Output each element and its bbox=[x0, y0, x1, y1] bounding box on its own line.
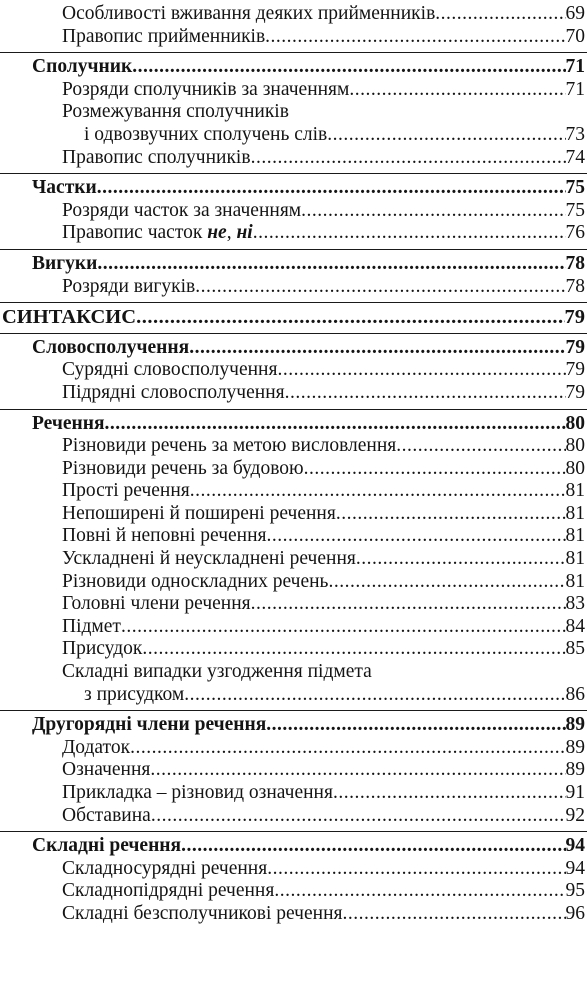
toc-entry bbox=[62, 222, 587, 245]
toc-entry bbox=[62, 503, 587, 526]
toc-entry bbox=[62, 593, 587, 616]
entry-title: Правопис сполучників bbox=[62, 146, 251, 168]
page-number: 80 bbox=[565, 457, 585, 479]
toc-section-heading bbox=[32, 337, 587, 360]
page-number: 73 bbox=[565, 123, 585, 145]
toc-entry bbox=[62, 359, 587, 382]
toc-group bbox=[0, 3, 587, 52]
page-number: 79 bbox=[565, 336, 585, 358]
page-number: 89 bbox=[565, 714, 585, 736]
toc-entry bbox=[62, 782, 587, 805]
dot-leader bbox=[277, 359, 565, 382]
dot-leader bbox=[151, 805, 566, 828]
particle-ni: ні bbox=[236, 222, 253, 244]
dot-leader bbox=[121, 616, 566, 639]
entry-title: Розряди часток за значенням bbox=[62, 199, 302, 221]
entry-title: Різновиди односкладних речень bbox=[62, 570, 329, 592]
toc-entry bbox=[62, 759, 587, 782]
dot-leader bbox=[356, 548, 566, 571]
entry-title: Складні безсполучникові речення bbox=[62, 902, 343, 924]
page-number: 71 bbox=[565, 56, 585, 78]
dot-leader bbox=[285, 382, 566, 405]
toc-group bbox=[0, 52, 587, 173]
toc-section-heading bbox=[32, 714, 587, 737]
dot-leader bbox=[328, 571, 565, 594]
page-number: 95 bbox=[565, 880, 585, 902]
toc-group bbox=[0, 333, 587, 409]
dot-leader bbox=[136, 306, 564, 329]
page-number: 74 bbox=[565, 146, 585, 168]
page-number: 70 bbox=[565, 25, 585, 47]
page-number: 94 bbox=[565, 835, 585, 857]
dot-leader bbox=[97, 253, 565, 276]
toc-section-heading bbox=[32, 413, 587, 436]
toc-entry bbox=[62, 3, 587, 26]
entry-title bbox=[62, 222, 253, 245]
entry-title: Різновиди речень за метою висловлення bbox=[62, 435, 397, 457]
toc-group bbox=[0, 173, 587, 249]
dot-leader bbox=[435, 3, 565, 26]
dot-leader bbox=[265, 26, 565, 49]
toc-entry-second-line bbox=[84, 124, 587, 147]
page-number: 75 bbox=[565, 177, 585, 199]
toc-entry bbox=[62, 805, 587, 828]
toc-section-heading bbox=[32, 177, 587, 200]
page-number: 89 bbox=[565, 759, 585, 781]
dot-leader bbox=[105, 413, 566, 436]
entry-title: Означення bbox=[62, 759, 151, 781]
dot-leader bbox=[396, 435, 565, 458]
toc-group bbox=[0, 302, 587, 333]
dot-leader bbox=[304, 458, 566, 481]
toc-entry-second-line bbox=[84, 684, 587, 707]
entry-title: Складні випадки узгодження підмета bbox=[62, 661, 372, 683]
toc-section-heading bbox=[32, 835, 587, 858]
page-number: 79 bbox=[565, 381, 585, 403]
entry-title: Прості речення bbox=[62, 480, 190, 502]
entry-title: Ускладнені й неускладнені речення bbox=[62, 548, 356, 570]
toc-entry bbox=[62, 458, 587, 481]
entry-title: Речення bbox=[32, 412, 105, 434]
entry-title: Непоширені й поширені речення bbox=[62, 502, 336, 524]
page-number: 89 bbox=[565, 736, 585, 758]
dot-leader bbox=[274, 880, 565, 903]
toc-entry-first-line bbox=[62, 101, 587, 124]
entry-title: і одвозвучних сполучень слів bbox=[84, 123, 328, 145]
dot-leader bbox=[349, 79, 565, 102]
entry-title: Повні й неповні речення bbox=[62, 525, 267, 547]
page-number: 84 bbox=[565, 615, 585, 637]
toc-entry bbox=[62, 382, 587, 405]
toc-group bbox=[0, 710, 587, 831]
toc-entry bbox=[62, 858, 587, 881]
toc-entry bbox=[62, 276, 587, 299]
page-number: 83 bbox=[565, 593, 585, 615]
toc-entry bbox=[62, 147, 587, 170]
page-number: 92 bbox=[565, 804, 585, 826]
toc-group bbox=[0, 249, 587, 302]
toc-entry bbox=[62, 525, 587, 548]
page-number: 96 bbox=[565, 902, 585, 924]
entry-title: Розряди вигуків bbox=[62, 275, 196, 297]
page-number: 79 bbox=[565, 359, 585, 381]
dot-leader bbox=[97, 177, 566, 200]
entry-title: Складні речення bbox=[32, 835, 182, 857]
entry-title: Складносурядні речення bbox=[62, 857, 268, 879]
dot-leader bbox=[327, 124, 565, 147]
dot-leader bbox=[130, 737, 565, 760]
page-number: 81 bbox=[565, 502, 585, 524]
page-number: 78 bbox=[565, 252, 585, 274]
toc-entry bbox=[62, 880, 587, 903]
page-number: 91 bbox=[565, 782, 585, 803]
entry-title: Сполучник bbox=[32, 56, 133, 78]
entry-title: Вигуки bbox=[32, 252, 98, 274]
dot-leader bbox=[342, 903, 565, 926]
dot-leader bbox=[189, 337, 565, 360]
toc-entry bbox=[62, 638, 587, 661]
entry-title: Частки bbox=[32, 177, 97, 199]
entry-title: Різновиди речень за будовою bbox=[62, 457, 304, 479]
toc-entry bbox=[62, 616, 587, 639]
page-number: 75 bbox=[565, 199, 585, 221]
entry-title: СИНТАКСИС bbox=[2, 306, 137, 329]
page-number: 85 bbox=[565, 638, 585, 660]
dot-leader bbox=[267, 858, 565, 881]
separator: , bbox=[226, 222, 237, 244]
toc-group bbox=[0, 831, 587, 929]
entry-title: Розмежування сполучників bbox=[62, 101, 289, 123]
toc-group bbox=[0, 409, 587, 711]
toc-entry bbox=[62, 571, 587, 594]
toc-entry bbox=[62, 737, 587, 760]
page-number: 81 bbox=[565, 525, 585, 547]
dot-leader bbox=[333, 782, 566, 805]
page-number: 81 bbox=[565, 548, 585, 570]
toc-part-heading bbox=[2, 306, 587, 329]
page-number: 69 bbox=[565, 3, 585, 24]
entry-title: Словосполучення bbox=[32, 336, 190, 358]
dot-leader bbox=[336, 503, 566, 526]
page-number: 81 bbox=[565, 570, 585, 592]
entry-title: Присудок bbox=[62, 638, 143, 660]
entry-title: з присудком bbox=[84, 683, 185, 705]
toc-entry bbox=[62, 79, 587, 102]
entry-title: Сурядні словосполучення bbox=[62, 359, 278, 381]
entry-title: Прикладка – різновид означення bbox=[62, 782, 333, 803]
dot-leader bbox=[195, 276, 565, 299]
page-number: 94 bbox=[565, 857, 585, 879]
toc-entry bbox=[62, 480, 587, 503]
dot-leader bbox=[184, 684, 565, 707]
page-number: 86 bbox=[565, 683, 585, 705]
dot-leader bbox=[266, 714, 565, 737]
dot-leader bbox=[190, 480, 566, 503]
entry-title: Підмет bbox=[62, 615, 121, 637]
page-number: 76 bbox=[565, 222, 585, 244]
dot-leader bbox=[142, 638, 565, 661]
dot-leader bbox=[267, 525, 566, 548]
toc-entry bbox=[62, 548, 587, 571]
entry-title: Підрядні словосполучення bbox=[62, 381, 285, 403]
entry-title: Другорядні члени речення bbox=[32, 714, 267, 736]
dot-leader bbox=[253, 222, 566, 245]
dot-leader bbox=[150, 759, 565, 782]
dot-leader bbox=[132, 56, 565, 79]
dot-leader bbox=[251, 593, 566, 616]
dot-leader bbox=[301, 200, 565, 223]
dot-leader bbox=[181, 835, 565, 858]
particle-ne: не bbox=[207, 222, 227, 244]
entry-title: Правопис прийменників bbox=[62, 25, 266, 47]
entry-title: Обставина bbox=[62, 804, 151, 826]
toc-section-heading bbox=[32, 253, 587, 276]
entry-title: Складнопідрядні речення bbox=[62, 880, 275, 902]
entry-title: Розряди сполучників за значенням bbox=[62, 78, 350, 100]
entry-title-prefix: Правопис часток bbox=[62, 222, 208, 244]
page-number: 71 bbox=[565, 78, 585, 100]
page-number: 80 bbox=[565, 412, 585, 434]
page-number: 80 bbox=[565, 435, 585, 457]
table-of-contents bbox=[0, 3, 587, 930]
toc-entry bbox=[62, 26, 587, 49]
toc-section-heading bbox=[32, 56, 587, 79]
entry-title: Головні члени речення bbox=[62, 593, 251, 615]
page-number: 81 bbox=[565, 480, 585, 502]
toc-entry bbox=[62, 903, 587, 926]
toc-entry bbox=[62, 435, 587, 458]
entry-title: Додаток bbox=[62, 736, 131, 758]
dot-leader bbox=[251, 147, 566, 170]
entry-title: Особливості вживання деяких прийменників bbox=[62, 3, 436, 24]
page-number: 79 bbox=[564, 306, 585, 329]
toc-entry-first-line bbox=[62, 661, 587, 684]
toc-entry bbox=[62, 200, 587, 223]
page-number: 78 bbox=[565, 275, 585, 297]
